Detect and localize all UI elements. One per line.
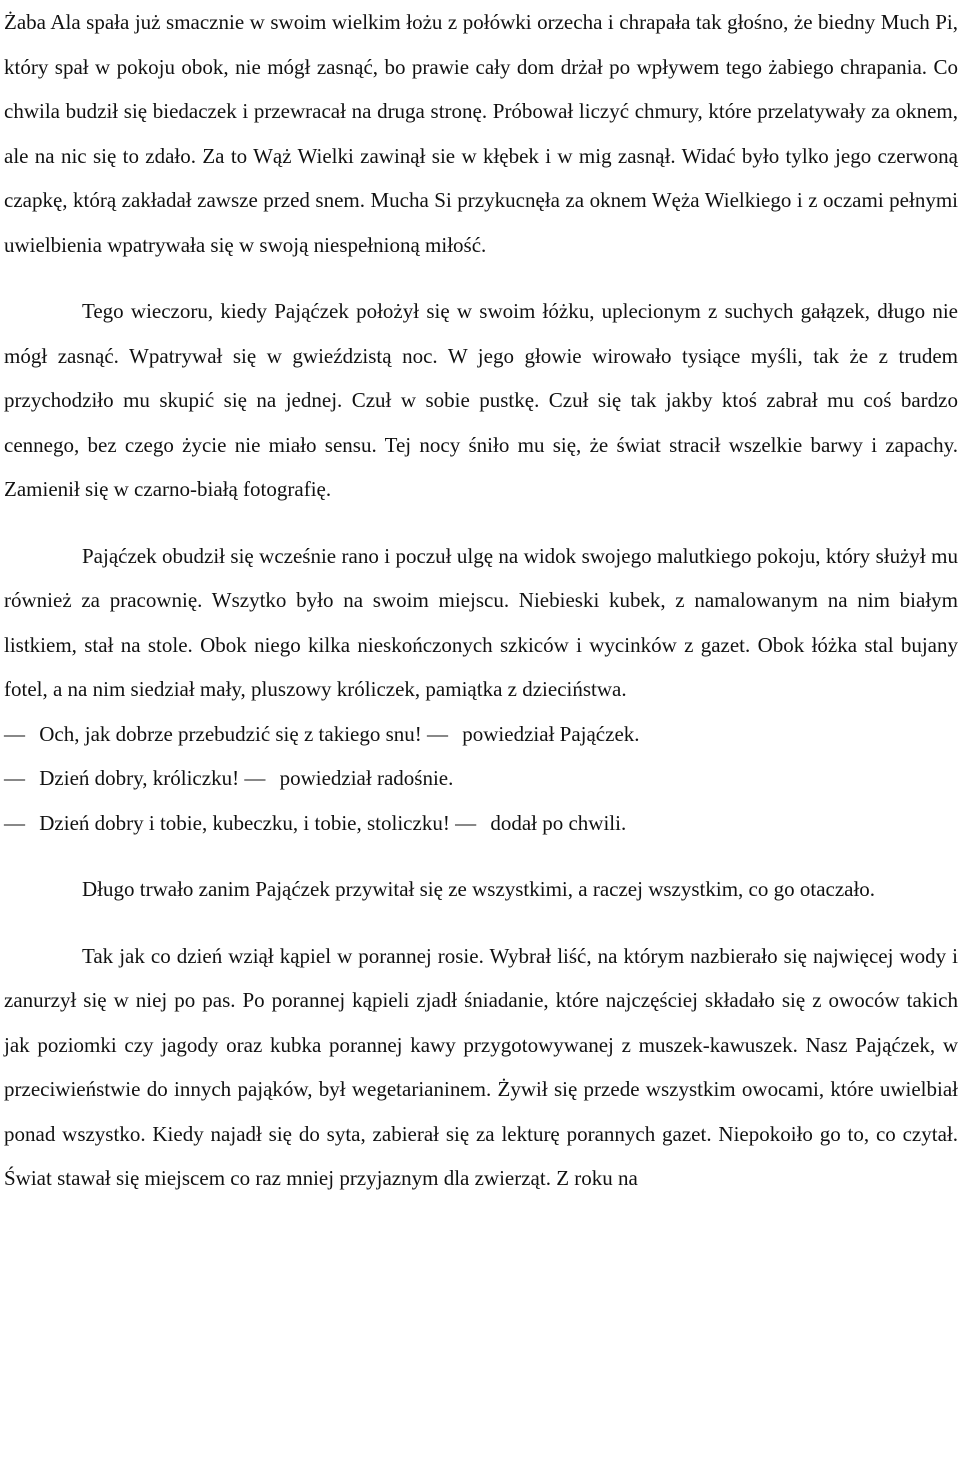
em-dash-icon: — xyxy=(427,721,449,746)
dialogue-line-1 xyxy=(4,712,958,757)
paragraph-1: Żaba Ala spała już smacznie w swoim wielkim łożu z połówki orzecha i chrapała tak głośno, że biedny Much Pi, który spał w pokoju obok, nie mógł zasnąć, bo prawie cały dom drżał po wpływem tego żabiego chrapania. Co chwila budził się biedaczek i przewracał na druga stronę. Próbował liczyć chmury, które przelatywały za oknem, ale na nic się to zdało. Za to Wąż Wielki zawinął sie w kłębek i w mig zasnął. Widać było tylko jego czerwoną czapkę, którą zakładał zawsze przed snem. Mucha Si przykucnęła za oknem Węża Wielkiego i z oczami pełnymi uwielbienia wpatrywała się w swoją niespełnioną miłość. xyxy=(4,10,958,257)
dialogue-line-3 xyxy=(4,801,958,846)
paragraph-2: Tego wieczoru, kiedy Pająćzek położył się w swoim łóżku, uplecionym z suchych gałązek, długo nie mógł zasnąć. Wpatrywał się w gwieździstą noc. W jego głowie wirowało tysiące myśli, tak że z trudem przychodziło mu skupić się na jednej. Czuł w sobie pustkę. Czuł się tak jakby ktoś zabrał mu coś bardzo cennego, bez czego życie nie miało sensu. Tej nocy śniło mu się, że świat stracił wszelkie barwy i zapachy. Zamienił się w czarno-białą fotografię. xyxy=(4,299,958,501)
dialogue-speech: Och, jak dobrze przebudzić się z takiego snu! xyxy=(39,721,428,746)
em-dash-icon: — xyxy=(4,810,25,835)
paragraph-5: Tak jak co dzień wziął kąpiel w porannej rosie. Wybrał liść, na którym nazbierało się najwięcej wody i zanurzył się w niej po pas. Po porannej kąpieli zjadł śniadanie, które najczęściej składało się z owoców takich jak poziomki czy jagody oraz kubka porannej kawy przygotowywanej z muszek-kawuszek. Nasz Pająćzek, w przeciwieństwie do innych pająków, był wegetarianinem. Żywił się przede wszystkim owocami, które uwielbiał ponad wszystko. Kiedy najadł się do syta, zabierał się za lekturę porannych gazet. Niepokoiło go to, co czytał. Świat stawał się miejscem co raz mniej przyjaznym dla zwierząt. Z roku na xyxy=(4,943,958,1190)
paragraph-4: Długo trwało zanim Pająćzek przywitał się ze wszystkimi, a raczej wszystkim, co go otaczało. xyxy=(82,877,876,901)
dialogue-tag: dodał po chwili. xyxy=(485,810,627,835)
dialogue-tag: powiedział Pająćzek. xyxy=(457,721,640,746)
em-dash-icon: — xyxy=(4,721,25,746)
document-page xyxy=(4,0,958,1201)
dialogue-tag: powiedział radośnie. xyxy=(274,766,454,790)
em-dash-icon: — xyxy=(4,766,25,790)
em-dash-icon: — xyxy=(455,810,477,835)
dialogue-line-2 xyxy=(4,756,958,801)
dialogue-speech: Dzień dobry i tobie, kubeczku, i tobie, stoliczku! xyxy=(39,810,456,835)
paragraph-3: Pająćzek obudził się wcześnie rano i poczuł ulgę na widok swojego malutkiego pokoju, który służył mu również za pracownię. Wszytko było na swoim miejscu. Niebieski kubek, z namalowanym na nim białym listkiem, stał na stole. Obok niego kilka nieskończonych szkiców i wycinków z gazet. Obok łóżka stal bujany fotel, a na nim siedział mały, pluszowy króliczek, pamiątka z dzieciństwa. xyxy=(4,543,958,701)
dialogue-speech: Dzień dobry, króliczku! xyxy=(39,766,245,790)
em-dash-icon: — xyxy=(244,766,266,790)
